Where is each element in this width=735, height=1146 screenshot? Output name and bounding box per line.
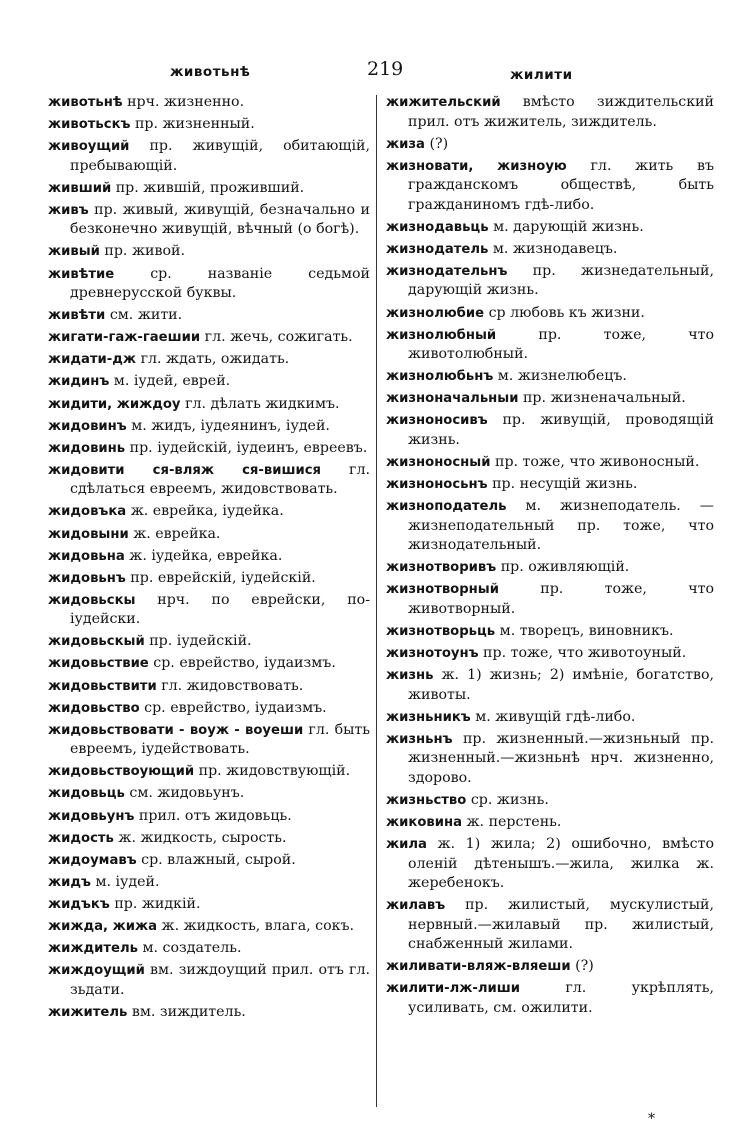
definition: ж. еврейка, іудейка.	[130, 503, 284, 520]
definition: гл. дѣлать жидкимъ.	[185, 395, 340, 412]
running-head-right: жилити	[510, 67, 573, 83]
headword: жизнотоунъ	[386, 646, 479, 662]
dictionary-entry	[48, 784, 370, 804]
headword: жидовьна	[48, 548, 125, 564]
definition: ср. еврейство, іудаизмъ.	[144, 699, 327, 716]
headword: жиковина	[386, 815, 462, 831]
definition: пр. тоже, что животоуный.	[483, 645, 687, 662]
page-header	[0, 58, 735, 88]
headword: жидовьнъ	[48, 570, 126, 586]
dictionary-entry	[48, 417, 370, 437]
headword: жидовьствие	[48, 656, 149, 672]
definition: м. жидъ, іудеянинъ, іудей.	[131, 417, 330, 434]
definition: пр. живущій, обитающій, пребывающій.	[70, 138, 370, 174]
definition: гл. укрѣплять, усиливать, см. ожилити.	[408, 980, 714, 1016]
headword: живший	[48, 180, 112, 196]
definition: ср. влажный, сырой.	[141, 851, 296, 868]
definition: ср любовь къ жизни.	[488, 304, 645, 321]
definition: пр. живущій, проводящій жизнь.	[408, 412, 714, 448]
definition: гл. жидовствовать.	[161, 677, 304, 694]
dictionary-entry	[48, 873, 370, 893]
dictionary-entry	[48, 328, 370, 348]
definition: пр. іудейскій.	[149, 633, 252, 650]
definition: гл. жить въ гражданскомъ обществѣ, быть гражданиномъ гдѣ-либо.	[408, 157, 714, 213]
page-number: 219	[367, 58, 404, 80]
headword: жидовинъ	[48, 418, 127, 434]
headword: живѣтие	[48, 266, 115, 282]
dictionary-entry	[386, 240, 714, 260]
dictionary-entry	[386, 708, 714, 728]
headword: животьскъ	[48, 117, 131, 133]
definition: ср. жизнь.	[470, 791, 549, 808]
headword: жидовьскы	[48, 592, 136, 608]
dictionary-entry	[48, 591, 370, 630]
headword: жидовьць	[48, 786, 125, 802]
definition: см. жити.	[109, 307, 183, 324]
headword: жидъкъ	[48, 896, 110, 912]
dictionary-entry	[386, 304, 714, 324]
dictionary-entry	[48, 851, 370, 871]
headword: жидати-дж	[48, 352, 137, 368]
right-column	[386, 93, 714, 1021]
definition: гл. жечь, сожигать.	[204, 329, 353, 346]
headword: жижда, жижа	[48, 919, 158, 934]
headword: жилити-лж-лиши	[386, 981, 521, 997]
dictionary-entry	[48, 179, 370, 199]
dictionary-entry	[386, 453, 714, 473]
headword: жизнолюбьнъ	[386, 369, 494, 385]
dictionary-entry	[386, 644, 714, 664]
headword: жизньникъ	[386, 709, 471, 725]
definition: ж. іудейка, еврейка.	[129, 547, 283, 564]
dictionary-entry	[48, 372, 370, 392]
dictionary-entry	[48, 115, 370, 135]
dictionary-entry	[48, 439, 370, 459]
dictionary-entry	[386, 157, 714, 216]
definition: пр. живый, живущій, безначально и безконечно живущій, вѣчный (о богѣ).	[70, 201, 370, 238]
dictionary-entry	[48, 1003, 370, 1023]
dictionary-entry	[48, 721, 370, 760]
definition: ср. еврейство, іудаизмъ.	[153, 655, 336, 672]
definition: ср. названіе седьмой древнерусской буквы.	[70, 265, 370, 302]
headword: жизноподатель	[386, 499, 507, 515]
dictionary-entry	[48, 699, 370, 719]
dictionary-entry	[386, 730, 714, 789]
definition: пр. несущій жизнь.	[492, 476, 638, 493]
dictionary-entry	[48, 93, 370, 113]
dictionary-entry	[48, 961, 370, 1000]
definition: прил. отъ жидовьць.	[138, 807, 292, 824]
dictionary-entry	[48, 461, 370, 500]
headword: жилавъ	[386, 898, 446, 914]
headword: жизновати, жизноую	[386, 158, 567, 174]
dictionary-entry	[48, 654, 370, 674]
headword: жизньнъ	[386, 731, 453, 747]
headword: жизньство	[386, 792, 467, 808]
dictionary-entry	[48, 350, 370, 370]
headword: жидинъ	[48, 374, 110, 390]
dictionary-entry	[48, 201, 370, 240]
dictionary-entry	[386, 497, 714, 556]
headword: жизноносный	[386, 455, 491, 471]
definition: пр. тоже, что живоносный.	[494, 454, 700, 471]
headword: жизнь	[386, 668, 434, 684]
definition: нрч. по еврейски, по-іудейски.	[70, 591, 370, 628]
running-head-left: животьнѣ	[170, 64, 251, 80]
definition: пр. тоже, что животолюбный.	[408, 326, 714, 363]
dictionary-entry	[386, 475, 714, 495]
dictionary-entry	[386, 93, 714, 132]
headword: живый	[48, 244, 100, 260]
dictionary-entry	[386, 411, 714, 450]
dictionary-entry	[48, 677, 370, 697]
dictionary-entry	[386, 622, 714, 642]
headword: жидовьствоующий	[48, 764, 195, 780]
definition: пр. жидовствующій.	[198, 763, 351, 780]
dictionary-entry	[386, 979, 714, 1018]
definition: (?)	[575, 958, 594, 975]
definition: ж. 1) жила; 2) ошибочно, вмѣсто оленій дѣтенышъ.—жила, жилка ж. жеребенокъ.	[408, 836, 714, 892]
definition: пр. жизнедательный, дарующій жизнь.	[408, 262, 715, 299]
headword: жиливати-вляж-вляеши	[386, 959, 571, 975]
definition: пр. жившій, проживший.	[115, 179, 305, 196]
definition: пр. еврейскій, іудейскій.	[130, 569, 316, 586]
definition: см. жидовьунъ.	[129, 785, 245, 802]
headword: живѣти	[48, 308, 106, 324]
definition: ж. еврейка.	[133, 525, 221, 542]
headword: жидовьскый	[48, 634, 145, 650]
headword: живоущий	[48, 139, 130, 155]
definition: вмѣсто зиждительский прил. отъ жижитель, зиждитель.	[408, 94, 714, 130]
dictionary-entry	[48, 306, 370, 326]
definition: ж. 1) жизнь; 2) имѣніе, богатство, животы.	[408, 667, 715, 703]
definition: м. дарующій жизнь.	[493, 218, 644, 235]
dictionary-entry	[386, 896, 714, 955]
dictionary-entry	[48, 242, 370, 262]
signature-mark: *	[648, 1111, 655, 1127]
definition: пр. жизненачальный.	[522, 390, 686, 407]
dictionary-entry	[386, 262, 714, 301]
headword: жидовьствовати - воуж - воуеши	[48, 722, 304, 738]
definition: м. іудей.	[95, 873, 160, 890]
headword: жизноносьнъ	[386, 477, 488, 493]
dictionary-entry	[48, 807, 370, 827]
definition: (?)	[429, 135, 449, 152]
definition: гл. сдѣлаться евреемъ, жидовствовать.	[70, 461, 370, 498]
dictionary-entry	[48, 547, 370, 567]
dictionary-entry	[48, 502, 370, 522]
headword: жидовьунъ	[48, 808, 135, 824]
definition: пр. живой.	[104, 243, 185, 260]
definition: гл. быть евреемъ, іудействовать.	[70, 721, 370, 758]
dictionary-entry	[386, 813, 714, 833]
dictionary-entry	[48, 137, 370, 176]
dictionary-entry	[48, 569, 370, 589]
definition: м. іудей, еврей.	[113, 373, 231, 390]
headword: жизнолюбный	[386, 327, 497, 343]
headword: жизнотворивъ	[386, 560, 497, 576]
headword: жижитель	[48, 1004, 128, 1020]
headword: жизнодательнъ	[386, 263, 508, 279]
headword: жидъ	[48, 874, 91, 890]
definition: пр. тоже, что животворный.	[408, 581, 715, 617]
definition: пр. жизненный.	[134, 116, 255, 133]
headword: жизноносивъ	[386, 413, 488, 429]
dictionary-entry	[48, 895, 370, 915]
dictionary-entry	[386, 580, 714, 619]
headword: жигати-гаж-гаешии	[48, 330, 201, 346]
definition: пр. жилистый, мускулистый, нервный.—жилавый пр. жилистый, снабженный жилами.	[408, 897, 714, 953]
dictionary-entry	[386, 957, 714, 977]
definition: м. создатель.	[142, 940, 242, 957]
headword: животьнѣ	[48, 95, 123, 110]
definition: ж. жидкость, влага, сокъ.	[161, 918, 355, 934]
dictionary-entry	[386, 389, 714, 409]
dictionary-entry	[386, 666, 714, 705]
dictionary-entry	[48, 395, 370, 415]
headword: жиждоущий	[48, 963, 145, 979]
dictionary-entry	[386, 326, 714, 365]
definition: ж. жидкость, сырость.	[118, 829, 287, 846]
definition: ж. перстень.	[466, 814, 562, 831]
headword: жидость	[48, 830, 114, 846]
headword: жизнодавьць	[386, 219, 489, 235]
definition: м. жизнодавецъ.	[492, 240, 618, 257]
dictionary-entry	[386, 135, 714, 155]
dictionary-entry	[48, 265, 370, 304]
headword: жила	[386, 837, 427, 853]
headword: жизнотворьць	[386, 624, 496, 639]
definition: м. творецъ, виновникъ.	[499, 623, 674, 639]
definition: пр. іудейскій, іудеинъ, евреевъ.	[129, 439, 368, 456]
dictionary-entry	[386, 791, 714, 811]
definition: вм. зиждоущий прил. отъ гл. зьдати.	[70, 962, 370, 998]
dictionary-entry	[48, 829, 370, 849]
definition: пр. жидкій.	[114, 895, 201, 912]
dictionary-entry	[48, 939, 370, 959]
definition: нрч. жизненно.	[127, 94, 245, 110]
headword: жидовъка	[48, 504, 127, 520]
definition: м. жизнеподатель. — жизнеподательный пр. тоже, что жизнодательный.	[408, 498, 714, 554]
headword: жиза	[386, 136, 425, 152]
headword: жидити, жиждоу	[48, 396, 181, 412]
definition: пр. жизненный.—жизньный пр. жизненный.—жизньнѣ нрч. жизненно, здорово.	[408, 730, 714, 786]
headword: жидоумавъ	[48, 852, 137, 868]
headword: жидовыни	[48, 526, 129, 542]
headword: живъ	[48, 202, 89, 218]
definition: м. живущій гдѣ-либо.	[475, 708, 636, 725]
headword: жидовьствити	[48, 678, 157, 694]
dictionary-entry	[386, 218, 714, 238]
column-divider	[376, 95, 377, 1107]
headword: жидовьство	[48, 700, 140, 716]
headword: жижительский	[386, 95, 501, 110]
dictionary-entry	[386, 835, 714, 894]
dictionary-entry	[48, 525, 370, 545]
headword: жиждитель	[48, 941, 138, 957]
dictionary-entry	[48, 762, 370, 782]
headword: жидовинь	[48, 440, 126, 456]
definition: м. жизнелюбецъ.	[497, 368, 627, 385]
dictionary-entry	[48, 632, 370, 652]
definition: вм. зиждитель.	[131, 1003, 246, 1020]
left-column	[48, 93, 370, 1025]
dictionary-entry	[48, 917, 370, 937]
headword: жидовити ся-вляж ся-вишися	[48, 462, 321, 478]
definition: пр. оживляющій.	[500, 559, 630, 576]
definition: гл. ждать, ожидать.	[140, 351, 290, 368]
headword: жизноначальныи	[386, 391, 519, 407]
dictionary-entry	[386, 558, 714, 578]
headword: жизнолюбие	[386, 305, 485, 321]
headword: жизнодатель	[386, 241, 489, 257]
headword: жизнотворный	[386, 582, 499, 598]
dictionary-entry	[386, 367, 714, 387]
